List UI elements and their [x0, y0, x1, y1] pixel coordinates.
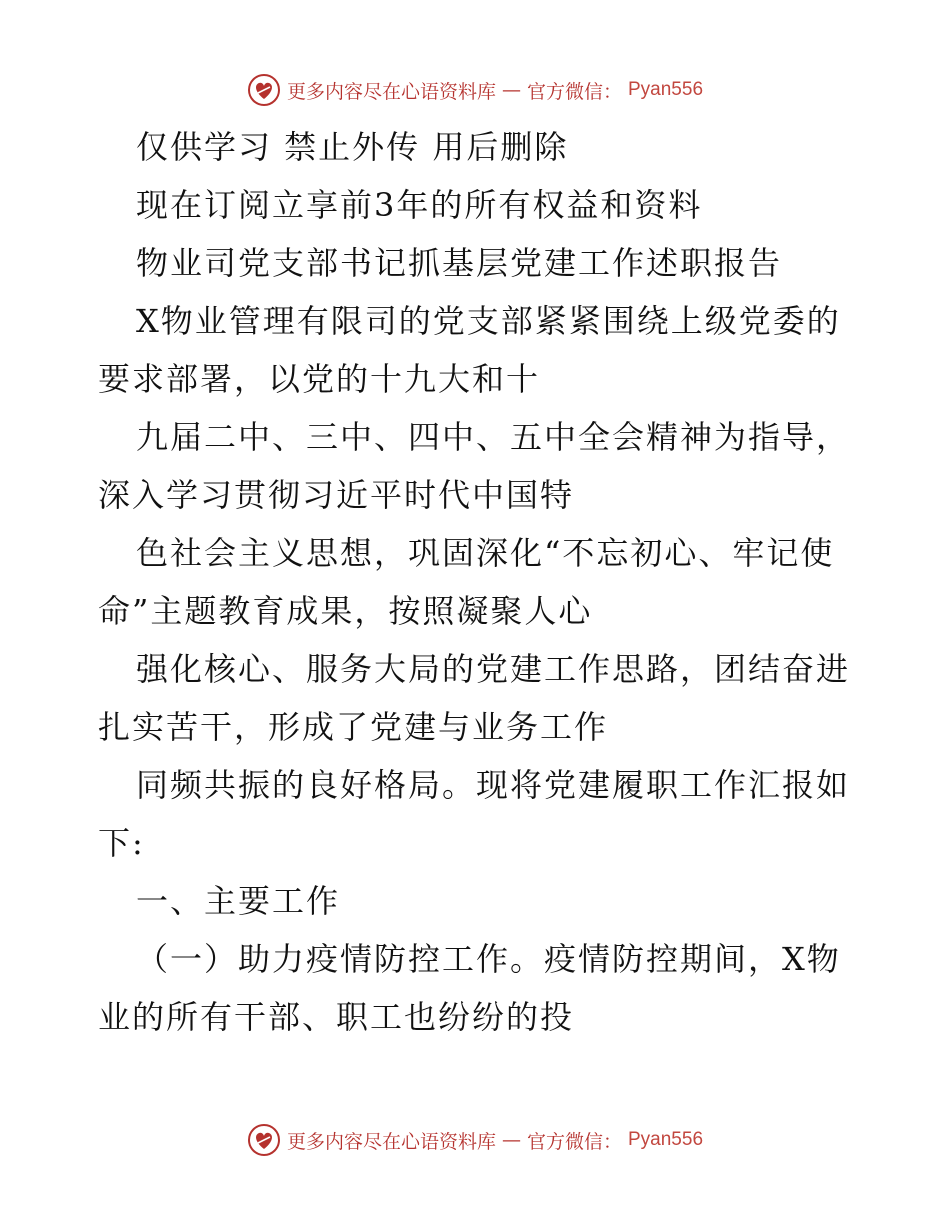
document-line: 强化核心、服务大局的党建工作思路，团结奋进: [136, 650, 851, 688]
banner-wechat-id: Pyan556: [628, 79, 704, 100]
document-body: [98, 118, 858, 1046]
document-line: 仅供学习 禁止外传 用后删除: [136, 128, 569, 166]
document-line: 物业司党支部书记抓基层党建工作述职报告: [136, 244, 783, 282]
banner-dash: —: [501, 1129, 521, 1151]
document-line: X物业管理有限司的党支部紧紧围绕上级党委的: [136, 302, 841, 340]
document-line: 下:: [98, 824, 145, 862]
document-line: 九届二中、三中、四中、五中全会精神为指导，: [136, 418, 851, 456]
banner-dash: —: [501, 79, 521, 101]
header-banner: [0, 70, 950, 110]
document-line: 色社会主义思想，巩固深化“不忘初心、牢记使: [136, 534, 835, 572]
document-line: 业的所有干部、职工也纷纷的投: [98, 998, 575, 1036]
document-line: （一）助力疫情防控工作。疫情防控期间，X物: [136, 940, 841, 978]
banner-wechat-id: Pyan556: [628, 1129, 704, 1150]
banner-text: 更多内容尽在心语资料库: [286, 80, 496, 103]
banner-wechat-label: 官方微信：: [526, 1130, 622, 1153]
document-line: 命”主题教育成果，按照凝聚人心: [98, 592, 593, 630]
heart-book-icon: [247, 1123, 281, 1157]
document-line: 要求部署，以党的十九大和十: [98, 360, 541, 398]
document-line: 深入学习贯彻习近平时代中国特: [98, 476, 575, 514]
document-line: 扎实苦干，形成了党建与业务工作: [98, 708, 609, 746]
heart-book-icon: [247, 73, 281, 107]
document-line: 同频共振的良好格局。现将党建履职工作汇报如: [136, 766, 851, 804]
banner-text: 更多内容尽在心语资料库: [286, 1130, 496, 1153]
banner-wechat-label: 官方微信：: [526, 80, 622, 103]
document-line: 现在订阅立享前3年的所有权益和资料: [136, 186, 703, 224]
document-line: 一、主要工作: [136, 882, 341, 920]
footer-banner: [0, 1120, 950, 1160]
